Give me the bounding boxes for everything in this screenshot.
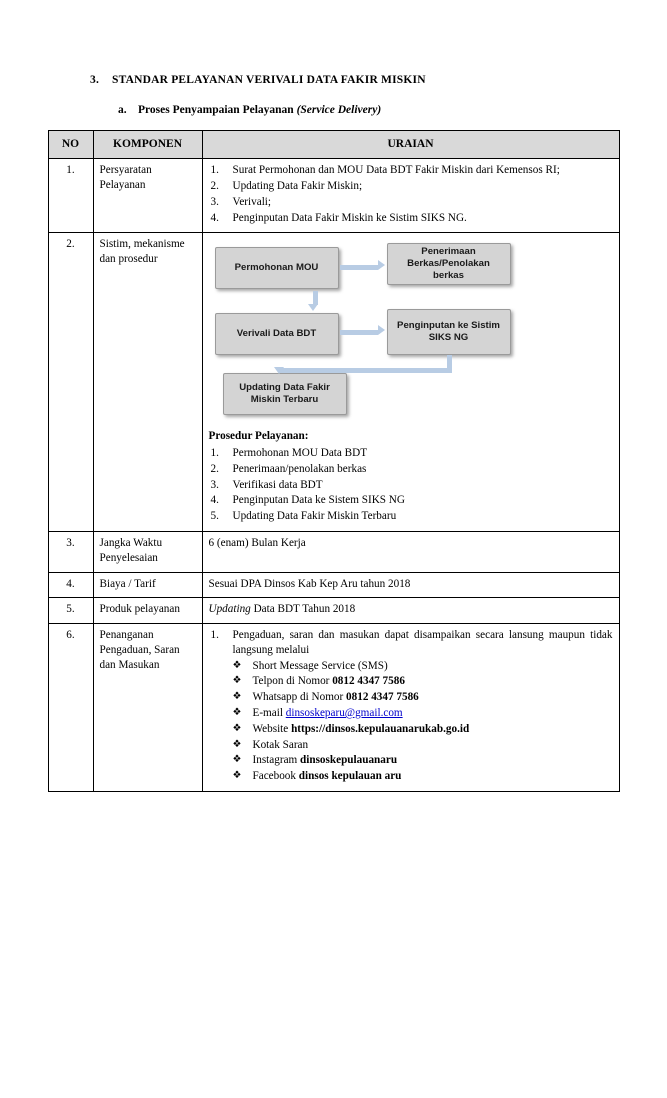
- list-item: Penerimaan/penolakan berkas: [232, 462, 367, 475]
- process-flowchart: [209, 241, 613, 423]
- row-uraian: [202, 624, 619, 792]
- table-row: [48, 159, 619, 233]
- table-row: [48, 624, 619, 792]
- uraian-italic: Updating: [208, 603, 251, 616]
- contact-label: Facebook: [252, 770, 299, 783]
- flow-arrow-4-head: [274, 367, 284, 374]
- flow-arrow-1-line: [340, 265, 378, 270]
- website-link[interactable]: https://dinsos.kepulauanarukab.go.id: [291, 722, 470, 735]
- page-title-text: STANDAR PELAYANAN VERIVALI DATA FAKIR MISKIN: [112, 74, 426, 86]
- row-number: 6.: [48, 624, 93, 792]
- list-item: Penginputan Data Fakir Miskin ke Sistim SIKS NG.: [232, 211, 467, 224]
- row-komponen: Biaya / Tarif: [93, 572, 202, 598]
- flow-box-permohonan-mou: Permohonan MOU: [215, 247, 339, 289]
- flow-arrow-2-line: [313, 291, 318, 305]
- contact-value: 0812 4347 7586: [346, 691, 419, 704]
- contact-website: [231, 722, 613, 737]
- row-number: 5.: [48, 598, 93, 624]
- row-number: 2.: [48, 233, 93, 532]
- complaint-intro-list: [209, 628, 613, 658]
- list-item: Penginputan Data ke Sistem SIKS NG: [232, 494, 405, 507]
- contact-label: Short Message Service (SMS): [252, 659, 388, 672]
- flow-box-penerimaan-berkas: Penerimaan Berkas/Penolakan berkas: [387, 243, 511, 285]
- row-komponen: Produk pelayanan: [93, 598, 202, 624]
- contact-telepon: [231, 674, 613, 689]
- column-header-no: NO: [48, 131, 93, 159]
- section-subtitle-text: Proses Penyampaian Pelayanan: [138, 104, 297, 116]
- row-uraian: [202, 159, 619, 233]
- list-item: Verifikasi data BDT: [232, 478, 323, 491]
- contact-whatsapp: [231, 690, 613, 705]
- list-item: Updating Data Fakir Miskin Terbaru: [232, 510, 397, 523]
- flow-box-verivali-data-bdt: Verivali Data BDT: [215, 313, 339, 355]
- contact-value: 0812 4347 7586: [332, 675, 405, 688]
- uraian-rest: Data BDT Tahun 2018: [250, 603, 356, 616]
- list-item: Surat Permohonan dan MOU Data BDT Fakir Miskin dari Kemensos RI;: [232, 164, 560, 177]
- email-link[interactable]: dinsoskeparu@gmail.com: [285, 707, 403, 720]
- contact-value: dinsos kepulauan aru: [298, 770, 402, 783]
- contact-value: dinsoskepulauanaru: [300, 754, 398, 767]
- row-uraian: 6 (enam) Bulan Kerja: [202, 531, 619, 572]
- section-subtitle-italic: (Service Delivery): [296, 104, 382, 116]
- row-uraian: [202, 598, 619, 624]
- contact-email: [231, 706, 613, 721]
- flow-arrow-2-head: [308, 304, 318, 311]
- flow-arrow-3-head: [378, 325, 385, 335]
- row-komponen: Penanganan Pengaduan, Saran dan Masukan: [93, 624, 202, 792]
- procedure-title: Prosedur Pelayanan:: [208, 430, 309, 443]
- contact-label: E-mail: [252, 707, 286, 720]
- table-row: [48, 531, 619, 572]
- row-number: 1.: [48, 159, 93, 233]
- contact-instagram: [231, 753, 613, 768]
- row-komponen: Persyaratan Pelayanan: [93, 159, 202, 233]
- section-subtitle-number: a.: [118, 104, 127, 116]
- procedure-list: [209, 446, 613, 524]
- contact-label: Website: [252, 722, 292, 735]
- flow-box-penginputan-siks-ng: Penginputan ke Sistim SIKS NG: [387, 309, 511, 355]
- flow-arrow-3-line: [340, 330, 378, 335]
- contact-sms: [231, 659, 613, 674]
- list-item: Permohonan MOU Data BDT: [232, 447, 368, 460]
- flow-box-updating-data: Updating Data Fakir Miskin Terbaru: [223, 373, 347, 415]
- list-item: Verivali;: [232, 195, 272, 208]
- flow-arrow-4-line-h: [279, 368, 452, 373]
- document-page: [0, 74, 667, 1098]
- contact-channels-list: [209, 659, 613, 784]
- requirements-list: [209, 163, 613, 225]
- row-number: 4.: [48, 572, 93, 598]
- table-row: [48, 598, 619, 624]
- table-row: [48, 572, 619, 598]
- section-subtitle: [0, 104, 667, 116]
- column-header-uraian: URAIAN: [202, 131, 619, 159]
- flow-arrow-1-head: [378, 260, 385, 270]
- table-header-row: [48, 131, 619, 159]
- row-number: 3.: [48, 531, 93, 572]
- service-standard-table: [48, 130, 620, 792]
- list-item: Updating Data Fakir Miskin;: [232, 179, 363, 192]
- row-uraian: Sesuai DPA Dinsos Kab Kep Aru tahun 2018: [202, 572, 619, 598]
- list-item: Pengaduan, saran dan masukan dapat disampaikan secara lansung maupun tidak langsung melalui: [232, 629, 613, 656]
- contact-label: Kotak Saran: [252, 738, 309, 751]
- page-title-number: 3.: [90, 74, 100, 86]
- column-header-komponen: KOMPONEN: [93, 131, 202, 159]
- contact-facebook: [231, 769, 613, 784]
- row-komponen: Sistim, mekanisme dan prosedur: [93, 233, 202, 532]
- table-row: [48, 233, 619, 532]
- contact-kotak-saran: [231, 738, 613, 753]
- row-komponen: Jangka Waktu Penyelesaian: [93, 531, 202, 572]
- contact-label: Instagram: [252, 754, 301, 767]
- page-title: [0, 74, 667, 86]
- contact-label: Whatsapp di Nomor: [252, 691, 347, 704]
- row-uraian: [202, 233, 619, 532]
- contact-label: Telpon di Nomor: [252, 675, 333, 688]
